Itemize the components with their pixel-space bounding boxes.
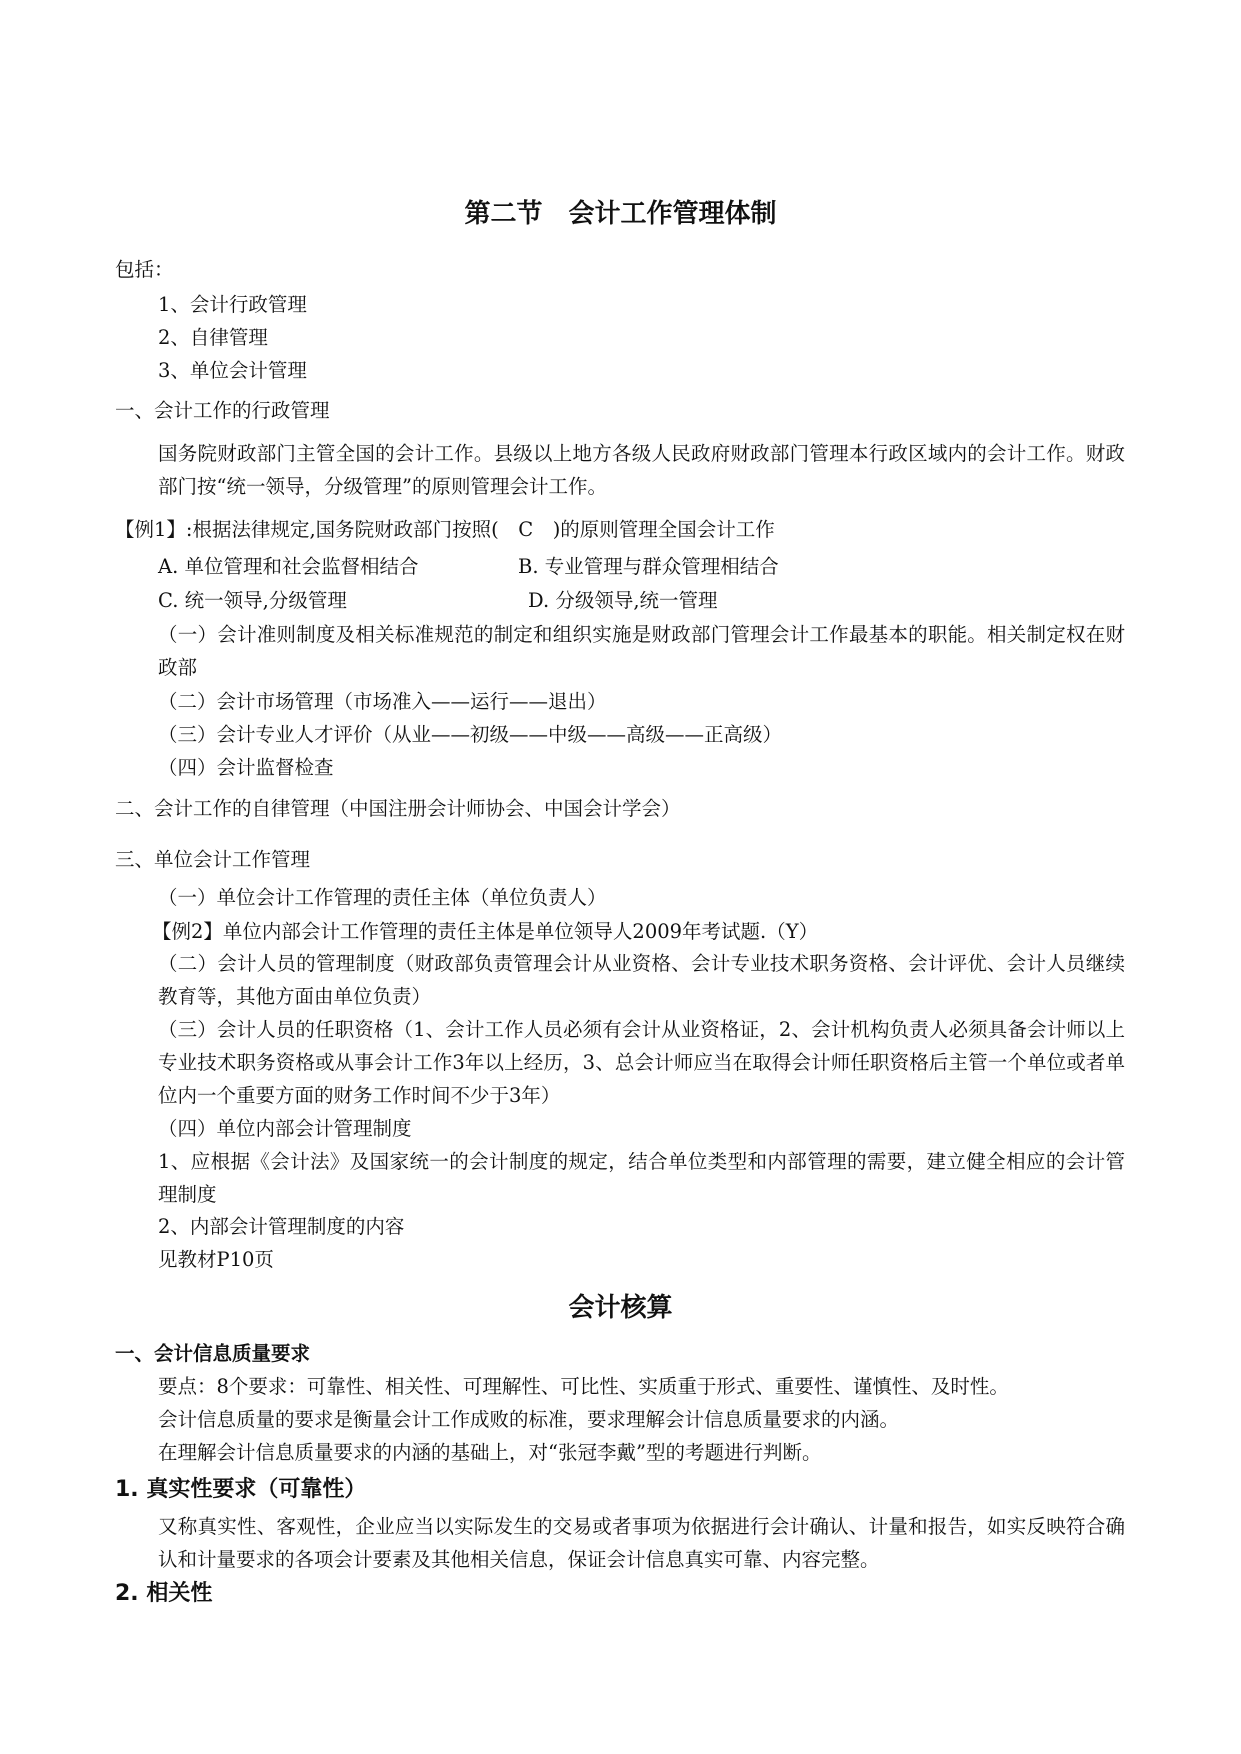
- sub-item: （二）会计市场管理（市场准入——运行——退出）: [158, 690, 607, 713]
- option-c: C. 统一领导,分级管理: [158, 589, 347, 612]
- paragraph: [115, 618, 1125, 684]
- sub-item: 2、内部会计管理制度的内容: [158, 1215, 405, 1238]
- paragraph-text: 1、应根据《会计法》及国家统一的会计制度的规定，结合单位类型和内部管理的需要，建立健全相应的会计管理制度: [158, 1150, 1125, 1206]
- section-heading: 三、单位会计工作管理: [115, 848, 311, 871]
- sub-item: （四）会计监督检查: [158, 756, 334, 779]
- body-line: 会计信息质量的要求是衡量会计工作成败的标准，要求理解会计信息质量要求的内涵。: [158, 1408, 900, 1431]
- body-line: 在理解会计信息质量要求的内涵的基础上，对“张冠李戴”型的考题进行判断。: [158, 1441, 822, 1464]
- paragraph-text: （二）会计人员的管理制度（财政部负责管理会计从业资格、会计专业技术职务资格、会计评优、会计人员继续教育等，其他方面由单位负责）: [158, 952, 1125, 1008]
- paragraph: [115, 437, 1125, 503]
- section-heading: 一、会计工作的行政管理: [115, 399, 330, 422]
- option-b: B. 专业管理与群众管理相结合: [518, 555, 779, 578]
- paragraph-text: （三）会计人员的任职资格（1、会计工作人员必须有会计从业资格证，2、会计机构负责人必须具备会计师以上专业技术职务资格或从事会计工作3年以上经历，3、总会计师应当在取得会计师任职资格后主管一个单位或者单位内一个重要方面的财务工作时间不少于3年）: [158, 1018, 1125, 1107]
- paragraph-text: 国务院财政部门主管全国的会计工作。县级以上地方各级人民政府财政部门管理本行政区域内的会计工作。财政部门按“统一领导，分级管理”的原则管理会计工作。: [158, 442, 1125, 498]
- subsection-heading: 1. 真实性要求（可靠性）: [115, 1477, 367, 1502]
- paragraph: [115, 1013, 1125, 1112]
- option-d: D. 分级领导,统一管理: [528, 589, 718, 612]
- example-question: 【例1】:根据法律规定,国务院财政部门按照( C )的原则管理全国会计工作: [115, 518, 775, 541]
- sub-item: （三）会计专业人才评价（从业——初级——中级——高级——正高级）: [158, 723, 783, 746]
- section-heading: 二、会计工作的自律管理（中国注册会计师协会、中国会计学会）: [115, 797, 681, 820]
- paragraph-text: （一）会计准则制度及相关标准规范的制定和组织实施是财政部门管理会计工作最基本的职能。相关制定权在财政部: [158, 623, 1125, 679]
- sub-item: （四）单位内部会计管理制度: [158, 1117, 412, 1140]
- intro-item: 3、单位会计管理: [158, 359, 307, 382]
- paragraph: [115, 1145, 1125, 1211]
- intro-label: 包括：: [115, 258, 174, 281]
- intro-item: 2、自律管理: [158, 326, 268, 349]
- option-a: A. 单位管理和社会监督相结合: [158, 555, 419, 578]
- paragraph: [115, 947, 1125, 1013]
- section-title: 第二节 会计工作管理体制: [464, 199, 777, 229]
- sub-item: （一）单位会计工作管理的责任主体（单位负责人）: [158, 886, 607, 909]
- body-line: 要点：8个要求：可靠性、相关性、可理解性、可比性、实质重于形式、重要性、谨慎性、及时性。: [158, 1375, 1009, 1398]
- reference-note: 见教材P10页: [158, 1248, 274, 1271]
- section-heading: 一、会计信息质量要求: [115, 1342, 311, 1365]
- example-2: 【例2】单位内部会计工作管理的责任主体是单位领导人2009年考试题.（Y）: [152, 920, 819, 943]
- subsection-heading: 2. 相关性: [115, 1581, 213, 1606]
- paragraph: [115, 1510, 1125, 1576]
- intro-item: 1、会计行政管理: [158, 293, 307, 316]
- paragraph-text: 又称真实性、客观性，企业应当以实际发生的交易或者事项为依据进行会计确认、计量和报告，如实反映符合确认和计量要求的各项会计要素及其他相关信息，保证会计信息真实可靠、内容完整。: [158, 1515, 1125, 1571]
- section-title: 会计核算: [568, 1293, 673, 1323]
